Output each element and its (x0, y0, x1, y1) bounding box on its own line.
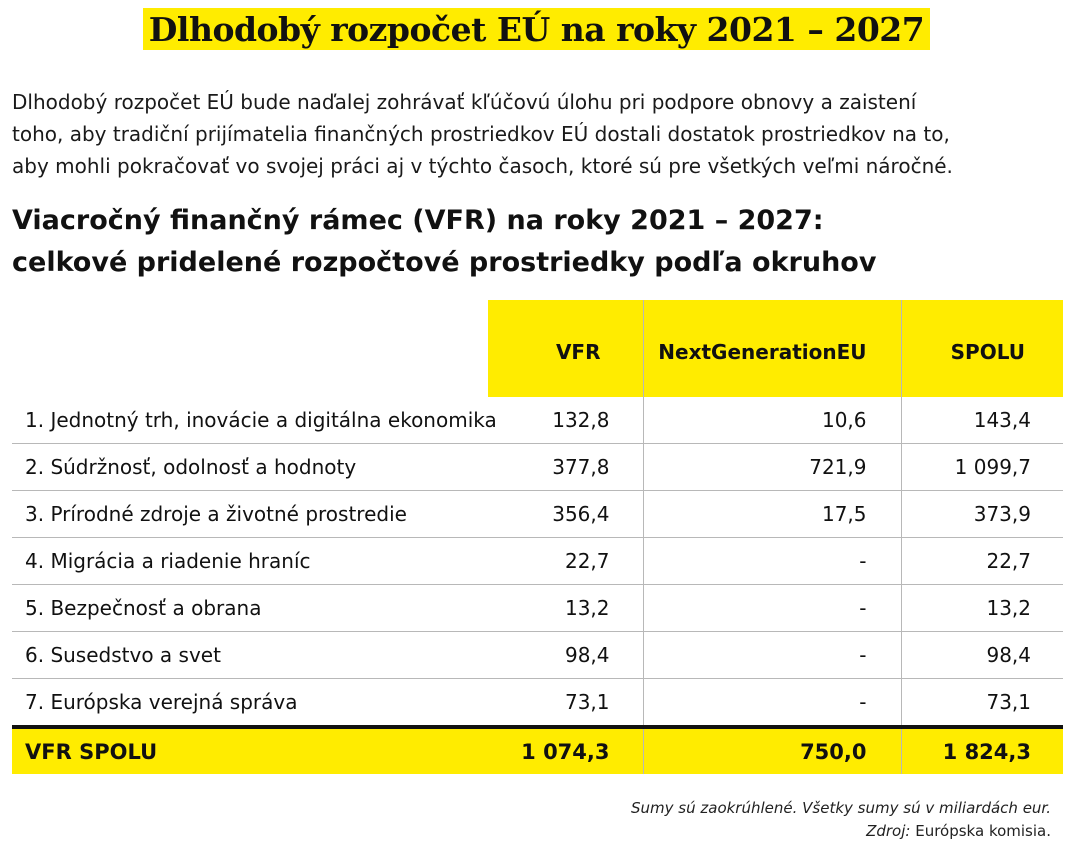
cell-vfr: 13,2 (488, 585, 643, 632)
row-label: 4. Migrácia a riadenie hraníc (12, 538, 488, 585)
cell-vfr: 132,8 (488, 397, 643, 444)
cell-nextgenerationeu: 10,6 (643, 397, 901, 444)
intro-line: Dlhodobý rozpočet EÚ bude naďalej zohrávať kľúčovú úlohu pri podpore obnovy a zaistení (12, 90, 917, 114)
table-row (12, 632, 1063, 679)
cell-spolu: 13,2 (901, 585, 1063, 632)
cell-nextgenerationeu: 721,9 (643, 444, 901, 491)
cell-spolu: 373,9 (901, 491, 1063, 538)
footnote (631, 797, 1051, 843)
row-label: 2. Súdržnosť, odolnosť a hodnoty (12, 444, 488, 491)
header-nextgenerationeu: NextGenerationEU (643, 300, 901, 397)
cell-spolu: 1 099,7 (901, 444, 1063, 491)
row-label: 5. Bezpečnosť a obrana (12, 585, 488, 632)
title-wrapper (0, 8, 1073, 50)
cell-vfr: 22,7 (488, 538, 643, 585)
footnote-source (631, 820, 1051, 843)
cell-vfr: 356,4 (488, 491, 643, 538)
footnote-rounding: Sumy sú zaokrúhlené. Všetky sumy sú v miliardách eur. (631, 799, 1051, 817)
page-title: Dlhodobý rozpočet EÚ na roky 2021 – 2027 (143, 8, 930, 50)
intro-paragraph (12, 86, 1062, 182)
cell-vfr: 377,8 (488, 444, 643, 491)
table-row (12, 538, 1063, 585)
intro-line: toho, aby tradiční prijímatelia finančných prostriedkov EÚ dostali dostatok prostriedkov na to, (12, 122, 950, 146)
cell-nextgenerationeu: 17,5 (643, 491, 901, 538)
header-blank-cell (12, 300, 488, 397)
row-label: 1. Jednotný trh, inovácie a digitálna ekonomika (12, 397, 488, 444)
total-spolu: 1 824,3 (901, 727, 1063, 774)
table-row (12, 585, 1063, 632)
cell-nextgenerationeu: - (643, 679, 901, 728)
cell-nextgenerationeu: - (643, 632, 901, 679)
table-heading-line: celkové pridelené rozpočtové prostriedky podľa okruhov (12, 247, 877, 278)
table-row (12, 397, 1063, 444)
row-label: 3. Prírodné zdroje a životné prostredie (12, 491, 488, 538)
cell-nextgenerationeu: - (643, 538, 901, 585)
cell-vfr: 73,1 (488, 679, 643, 728)
intro-line: aby mohli pokračovať vo svojej práci aj v týchto časoch, ktoré sú pre všetkých veľmi náročné. (12, 154, 953, 178)
header-vfr: VFR (488, 300, 643, 397)
table-row (12, 679, 1063, 728)
cell-spolu: 143,4 (901, 397, 1063, 444)
row-label: 7. Európska verejná správa (12, 679, 488, 728)
cell-spolu: 98,4 (901, 632, 1063, 679)
table-heading-line: Viacročný finančný rámec (VFR) na roky 2021 – 2027: (12, 205, 824, 236)
table-row (12, 491, 1063, 538)
footnote-source-value: Európska komisia. (910, 822, 1051, 840)
total-label: VFR SPOLU (12, 727, 488, 774)
cell-vfr: 98,4 (488, 632, 643, 679)
table-heading (12, 200, 1062, 284)
cell-spolu: 22,7 (901, 538, 1063, 585)
cell-nextgenerationeu: - (643, 585, 901, 632)
total-row (12, 727, 1063, 774)
cell-spolu: 73,1 (901, 679, 1063, 728)
table-row (12, 444, 1063, 491)
table-header-row (12, 300, 1063, 397)
budget-table (12, 300, 1063, 774)
total-vfr: 1 074,3 (488, 727, 643, 774)
header-spolu: SPOLU (901, 300, 1063, 397)
total-nextgenerationeu: 750,0 (643, 727, 901, 774)
footnote-source-label: Zdroj: (866, 822, 911, 840)
row-label: 6. Susedstvo a svet (12, 632, 488, 679)
